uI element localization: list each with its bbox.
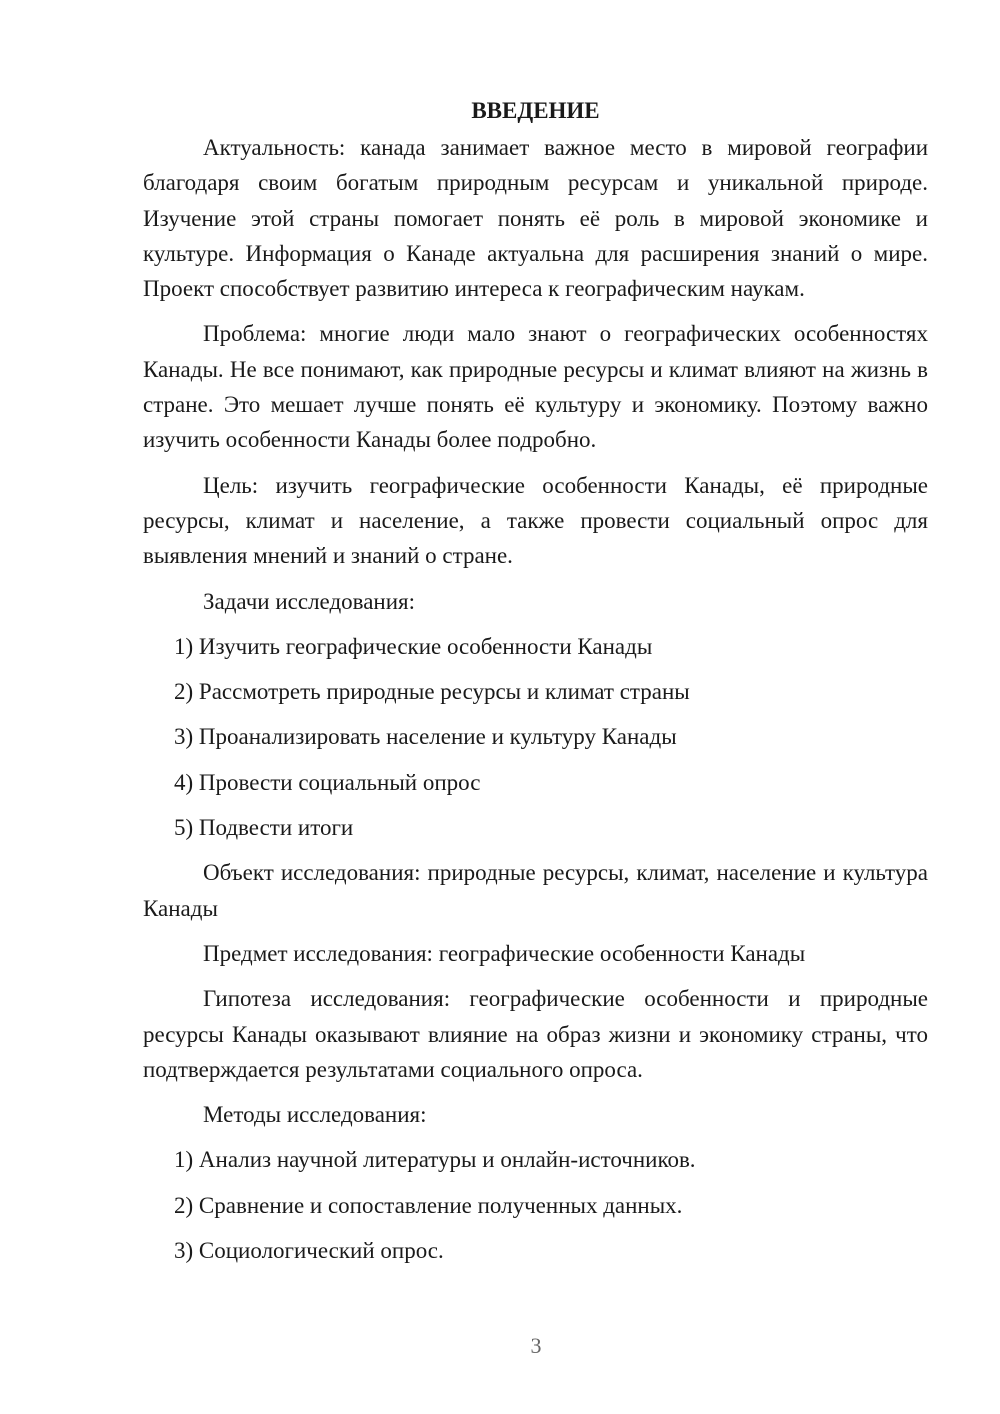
list-item: 5) Подвести итоги bbox=[174, 815, 354, 841]
list-item: 4) Провести социальный опрос bbox=[174, 769, 481, 795]
hypothesis-paragraph: Гипотеза исследования: географические особенности и природные ресурсы Канады оказывают влияние на образ жизни и экономику страны, что подтверждается результатами социального опроса. bbox=[143, 986, 928, 1082]
page-content bbox=[143, 92, 928, 1278]
list-item: 1) Анализ научной литературы и онлайн-источников. bbox=[174, 1147, 696, 1173]
relevance-paragraph: Актуальность: канада занимает важное место в мировой географии благодаря своим богатым природным ресурсам и уникальной природе. Изучение этой страны помогает понять её роль в мировой экономике и культуре. Информация о Канаде актуальна для расширения знаний о мире. Проект способствует развитию интереса к географическим наукам. bbox=[143, 135, 928, 302]
object-paragraph: Объект исследования: природные ресурсы, климат, население и культура Канады bbox=[143, 860, 928, 921]
tasks-list bbox=[143, 629, 928, 845]
methods-title: Методы исследования: bbox=[203, 1102, 427, 1128]
methods-list bbox=[143, 1142, 928, 1268]
section-heading: ВВЕДЕНИЕ bbox=[471, 98, 600, 123]
tasks-title: Задачи исследования: bbox=[203, 588, 416, 614]
list-item: 3) Социологический опрос. bbox=[174, 1238, 444, 1264]
goal-paragraph: Цель: изучить географические особенности Канады, её природные ресурсы, климат и население, а также провести социальный опрос для выявления мнений и знаний о стране. bbox=[143, 472, 928, 569]
list-item: 2) Рассмотреть природные ресурсы и климат страны bbox=[174, 679, 690, 705]
page-number: 3 bbox=[530, 1333, 542, 1358]
problem-paragraph: Проблема: многие люди мало знают о географических особенностях Канады. Не все понимают, как природные ресурсы и климат влияют на жизнь в стране. Это мешает лучше понять её культуру и экономику. Поэтому важно изучить особенности Канады более подробно. bbox=[143, 321, 928, 453]
list-item: 1) Изучить географические особенности Канады bbox=[174, 633, 653, 659]
list-item: 2) Сравнение и сопоставление полученных данных. bbox=[174, 1192, 683, 1218]
subject-paragraph: Предмет исследования: географические особенности Канады bbox=[203, 940, 806, 966]
list-item: 3) Проанализировать население и культуру Канады bbox=[174, 724, 677, 750]
